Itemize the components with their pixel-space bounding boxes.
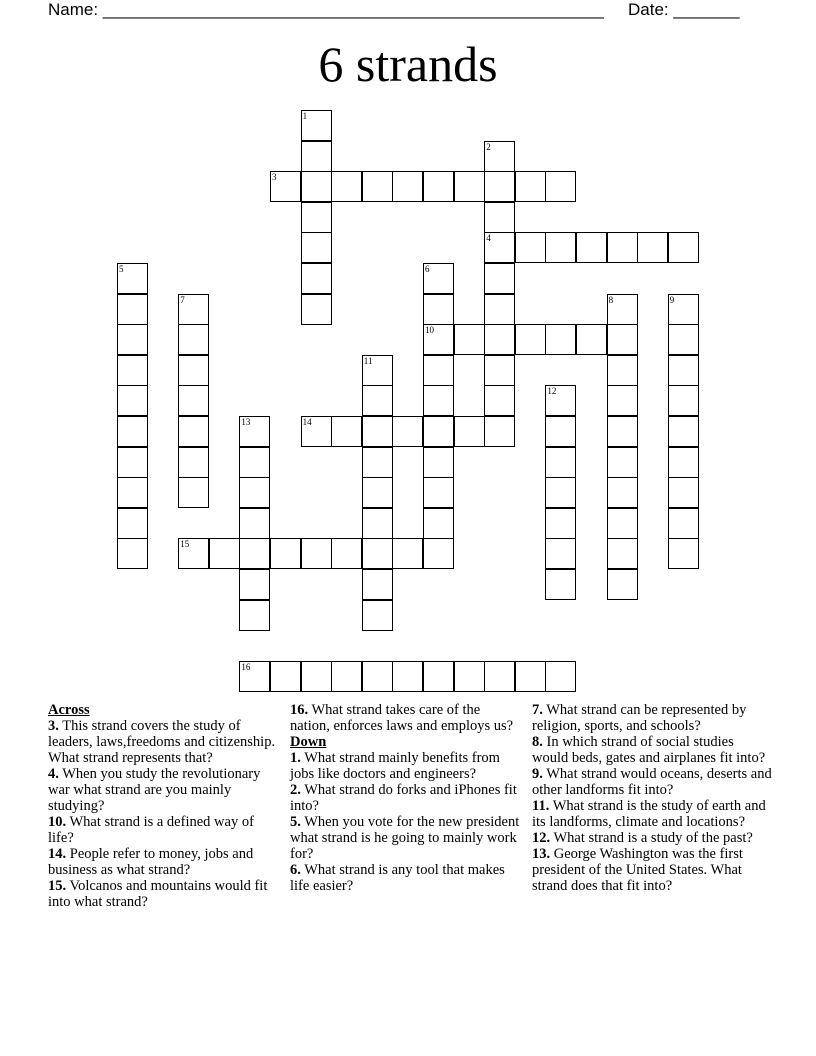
grid-cell[interactable] [454,171,485,202]
grid-cell[interactable] [331,538,362,569]
grid-cell[interactable] [545,385,576,416]
grid-cell[interactable] [239,538,270,569]
grid-cell[interactable] [423,324,454,355]
grid-cell[interactable] [178,477,209,508]
grid-cell[interactable] [331,661,362,692]
clue-down-7: 7. What strand can be represented by religion, sports, and schools? [532,702,747,734]
grid-cell[interactable] [484,232,515,263]
clue-number: 11 [363,355,373,366]
grid-cell[interactable] [484,355,515,386]
grid-cell[interactable] [545,324,576,355]
grid-cell[interactable] [178,294,209,325]
across-heading: Across [48,702,90,718]
grid-cell[interactable] [484,661,515,692]
clue-number: 10 [425,325,434,336]
grid-cell[interactable] [423,416,454,447]
grid-cell[interactable] [454,416,485,447]
clue-number: 2 [486,141,491,152]
grid-cell[interactable] [668,355,699,386]
clue-down-6: 6. What strand is any tool that makes life easier? [290,862,505,894]
grid-cell[interactable] [239,569,270,600]
grid-cell[interactable] [331,416,362,447]
clue-number: 6 [425,264,430,274]
grid-cell[interactable] [545,232,576,263]
clue-down-12: 12. What strand is a study of the past? [532,830,753,846]
grid-cell[interactable] [423,538,454,569]
grid-cell[interactable] [301,232,332,263]
grid-cell[interactable] [117,477,148,508]
grid-cell[interactable] [545,569,576,600]
clue-number: 7 [180,294,185,305]
grid-cell[interactable] [545,447,576,478]
grid-cell[interactable] [239,661,270,692]
grid-cell[interactable] [117,508,148,539]
grid-cell[interactable] [178,538,209,569]
grid-cell[interactable] [545,508,576,539]
grid-cell[interactable] [484,294,515,325]
grid-cell[interactable] [362,447,393,478]
clue-number: 5 [119,264,124,274]
grid-cell[interactable] [301,416,332,447]
clue-down-9: 9. What strand would oceans, deserts and other landforms fit into? [532,766,772,798]
clue-down-11: 11. What strand is the study of earth and its landforms, climate and locations? [532,798,766,830]
grid-cell[interactable] [484,385,515,416]
grid-cell[interactable] [454,661,485,692]
grid-cell[interactable] [423,477,454,508]
clue-down-2: 2. What strand do forks and iPhones fit into? [290,782,517,814]
clue-down-1: 1. What strand mainly benefits from jobs like doctors and engineers? [290,750,500,782]
grid-cell[interactable] [362,385,393,416]
grid-cell[interactable] [607,324,638,355]
grid-cell[interactable] [484,416,515,447]
grid-cell[interactable] [392,661,423,692]
grid-cell[interactable] [117,538,148,569]
clue-number: 4 [486,233,491,244]
clue-number: 14 [302,417,312,427]
clues-column-2 [290,702,522,894]
grid-cell[interactable] [270,661,301,692]
clue-across-3: 3. This strand covers the study of leaders, laws,freedoms and citizenship. What strand represents that? [48,718,276,766]
clue-down-13: 13. George Washington was the first president of the United States. What strand does that fit into? [532,846,743,894]
grid-cell[interactable] [545,661,576,692]
grid-cell[interactable] [484,263,515,294]
grid-cell[interactable] [637,232,668,263]
grid-cell[interactable] [545,171,576,202]
date-field[interactable]: Date: _______ [628,0,740,19]
grid-cell[interactable] [301,294,332,325]
grid-cell[interactable] [301,171,332,202]
grid-cell[interactable] [454,324,485,355]
grid-cell[interactable] [362,355,393,386]
clue-number: 13 [241,417,251,427]
grid-cell[interactable] [484,141,515,172]
grid-cell[interactable] [362,171,393,202]
grid-cell[interactable] [178,355,209,386]
grid-cell[interactable] [362,508,393,539]
grid-cell[interactable] [117,324,148,355]
grid-cell[interactable] [576,324,607,355]
grid-cell[interactable] [178,447,209,478]
clue-across-16: 16. What strand takes care of the nation, enforces laws and employs us? [290,702,514,734]
grid-cell[interactable] [545,538,576,569]
grid-cell[interactable] [117,416,148,447]
grid-cell[interactable] [301,538,332,569]
name-field[interactable]: Name: _____________________________________________________ [48,0,604,19]
grid-cell[interactable] [301,263,332,294]
grid-cell[interactable] [607,447,638,478]
grid-cell[interactable] [362,477,393,508]
clue-across-15: 15. Volcanos and mountains would fit into what strand? [48,878,268,910]
clue-number: 16 [241,661,251,672]
grid-cell[interactable] [668,294,699,325]
clue-number: 3 [272,172,277,183]
grid-cell[interactable] [270,538,301,569]
grid-cell[interactable] [545,477,576,508]
grid-cell[interactable] [668,232,699,263]
grid-cell[interactable] [117,385,148,416]
grid-cell[interactable] [239,600,270,631]
page-title: 6 strands [318,36,498,92]
grid-cell[interactable] [331,171,362,202]
clue-number: 8 [608,294,614,305]
grid-cell[interactable] [423,171,454,202]
grid-cell[interactable] [607,538,638,569]
grid-cell[interactable] [178,385,209,416]
grid-cell[interactable] [423,263,454,294]
grid-cell[interactable] [607,294,638,325]
grid-cell[interactable] [668,385,699,416]
grid-cell[interactable] [178,416,209,447]
grid-cell[interactable] [392,171,423,202]
grid-cell[interactable] [301,110,332,141]
grid-cell[interactable] [607,232,638,263]
clue-down-5: 5. When you vote for the new president what strand is he going to mainly work for? [290,814,520,862]
grid-cell[interactable] [392,538,423,569]
grid-cell[interactable] [117,355,148,386]
clue-number: 9 [669,294,675,305]
grid-cell[interactable] [515,661,546,692]
grid-cell[interactable] [515,232,546,263]
grid-cell[interactable] [423,385,454,416]
grid-cell[interactable] [668,477,699,508]
clue-down-8: 8. In which strand of social studies would beds, gates and airplanes fit into? [532,734,766,766]
clue-across-14: 14. People refer to money, jobs and business as what strand? [48,846,254,878]
grid-cell[interactable] [362,600,393,631]
grid-cell[interactable] [239,477,270,508]
grid-cell[interactable] [117,294,148,325]
grid-cell[interactable] [239,447,270,478]
down-heading: Down [290,734,327,750]
grid-cell[interactable] [607,569,638,600]
grid-cell[interactable] [668,447,699,478]
clue-number: 15 [180,539,190,550]
grid-cell[interactable] [423,447,454,478]
clue-across-4: 4. When you study the revolutionary war what strand are you mainly studying? [48,766,261,814]
grid-cell[interactable] [515,171,546,202]
grid-cell[interactable] [607,477,638,508]
clue-number: 12 [547,386,557,397]
grid-cell[interactable] [362,538,393,569]
grid-cell[interactable] [668,416,699,447]
grid-cell[interactable] [362,569,393,600]
grid-cell[interactable] [668,508,699,539]
grid-cell[interactable] [423,294,454,325]
grid-cell[interactable] [239,508,270,539]
grid-cell[interactable] [545,416,576,447]
grid-cell[interactable] [301,661,332,692]
grid-cell[interactable] [362,661,393,692]
grid-cell[interactable] [607,508,638,539]
grid-cell[interactable] [209,538,240,569]
grid-cell[interactable] [117,447,148,478]
grid-cell[interactable] [423,508,454,539]
clues-column-3 [532,702,772,894]
grid-cell[interactable] [392,416,423,447]
grid-cell[interactable] [576,232,607,263]
grid-cell[interactable] [301,141,332,172]
grid-cell[interactable] [607,416,638,447]
grid-cell[interactable] [239,416,270,447]
grid-cell[interactable] [178,324,209,355]
grid-cell[interactable] [484,324,515,355]
grid-cell[interactable] [423,661,454,692]
grid-cell[interactable] [270,171,301,202]
grid-cell[interactable] [607,385,638,416]
grid-cell[interactable] [423,355,454,386]
grid-cell[interactable] [117,263,148,294]
grid-cell[interactable] [668,324,699,355]
clues-column-1 [48,702,280,910]
grid-cell[interactable] [362,416,393,447]
grid-cell[interactable] [301,202,332,233]
grid-cell[interactable] [515,324,546,355]
grid-cell[interactable] [668,538,699,569]
grid-cell[interactable] [484,171,515,202]
grid-cell[interactable] [607,355,638,386]
clue-number: 1 [302,111,308,121]
clue-across-10: 10. What strand is a defined way of life? [48,814,254,846]
grid-cell[interactable] [484,202,515,233]
